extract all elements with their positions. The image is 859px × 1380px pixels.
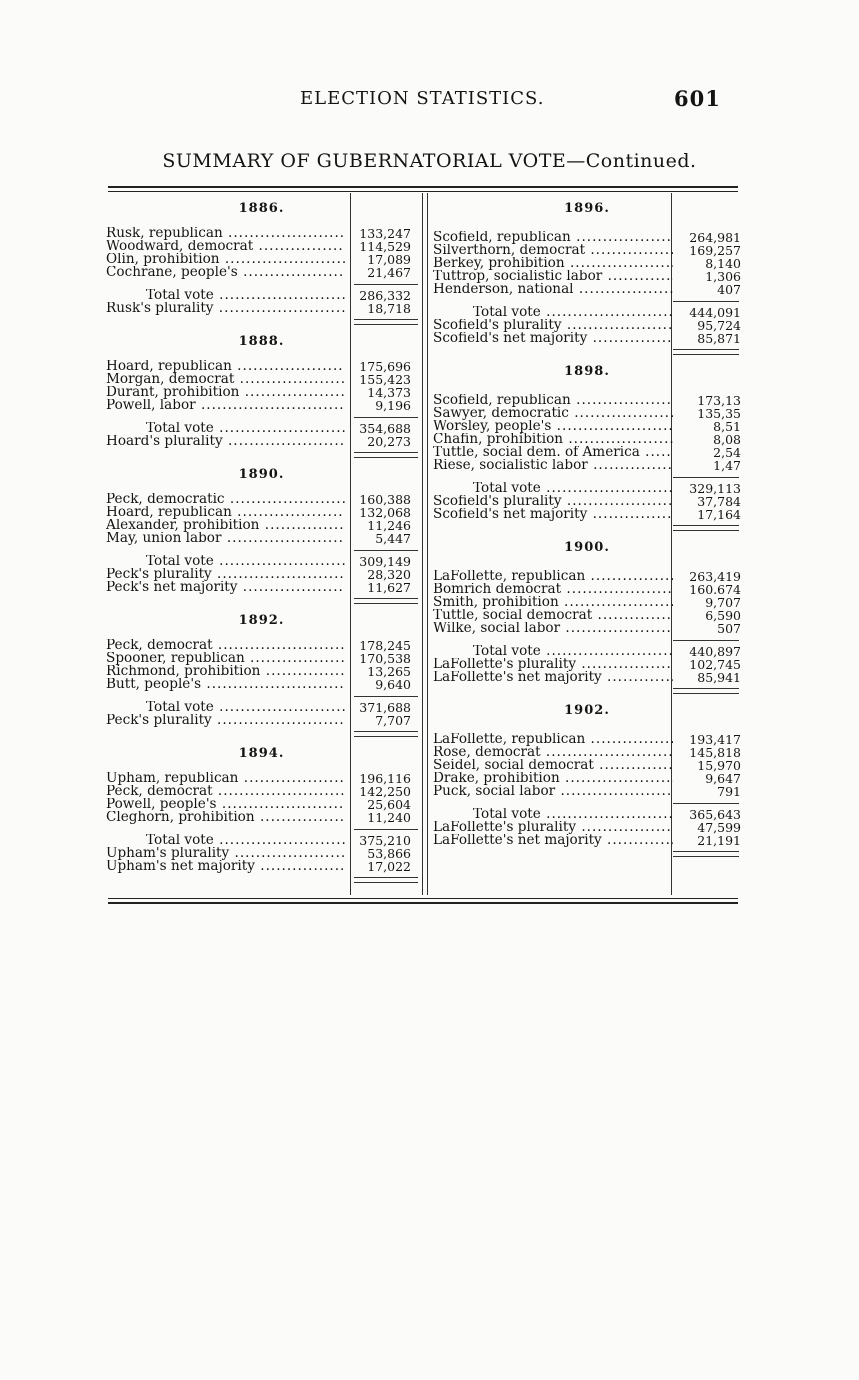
- vote-count: 114,529: [359, 239, 411, 254]
- candidate-name: Morgan, democrat .....: [106, 373, 345, 386]
- top-double-rule: [108, 186, 738, 192]
- vote-count: 264,981: [689, 230, 741, 245]
- candidate-name: Powell, labor .....: [106, 399, 345, 412]
- left-column: [106, 196, 417, 889]
- candidate-name: Woodward, democrat .....: [106, 240, 345, 253]
- candidate-name: Total vote .....: [433, 645, 673, 658]
- vote-count: 53,866: [367, 846, 411, 861]
- year-heading: 1886.: [238, 201, 285, 216]
- table-row: [106, 714, 417, 727]
- vote-count: 18,718: [367, 301, 411, 316]
- table-row: [433, 306, 741, 319]
- candidate-name: Berkey, prohibition .....: [433, 257, 673, 270]
- year-section: [106, 468, 417, 610]
- candidate-name: Upham's plurality .....: [106, 847, 345, 860]
- table-row: [106, 399, 417, 412]
- candidate-name: Peck, democratic .....: [106, 493, 345, 506]
- candidate-name: Rose, democrat .....: [433, 746, 673, 759]
- vote-count: 2,54: [713, 445, 741, 460]
- vote-count: 47,599: [697, 820, 741, 835]
- year-heading: 1888.: [238, 334, 285, 349]
- table-row: [433, 482, 741, 495]
- candidate-name: Sawyer, democratic .....: [433, 407, 673, 420]
- year-section: [433, 365, 741, 537]
- vote-count: 85,871: [697, 331, 741, 346]
- table-row: [433, 394, 741, 407]
- vote-count: 9,647: [705, 771, 741, 786]
- candidate-name: Peck, democrat .....: [106, 785, 345, 798]
- table-row: [433, 821, 741, 834]
- candidate-name: Seidel, social democrat .....: [433, 759, 673, 772]
- vote-count: 178,245: [359, 638, 411, 653]
- table-row: [433, 244, 741, 257]
- candidate-name: Scofield's net majority .....: [433, 332, 673, 345]
- vote-count: 25,604: [367, 797, 411, 812]
- vote-count: 160,388: [359, 492, 411, 507]
- candidate-name: Upham's net majority .....: [106, 860, 345, 873]
- table-row: [433, 319, 741, 332]
- table-row: [433, 257, 741, 270]
- candidate-name: Tuttle, social dem. of America .....: [433, 446, 673, 459]
- candidate-name: Peck, democrat .....: [106, 639, 345, 652]
- vote-count: 407: [717, 282, 741, 297]
- vote-count: 142,250: [359, 784, 411, 799]
- vote-count: 11,627: [367, 580, 411, 595]
- candidate-name: Henderson, national .....: [433, 283, 673, 296]
- vote-count: 371,688: [359, 700, 411, 715]
- candidate-name: Drake, prohibition .....: [433, 772, 673, 785]
- year-heading: 1890.: [238, 467, 285, 482]
- table-row: [433, 332, 741, 345]
- vote-count: 329,113: [689, 481, 741, 496]
- vote-count: 160.674: [689, 582, 741, 597]
- vote-count: 173,13: [697, 393, 741, 408]
- vote-count: 8,51: [713, 419, 741, 434]
- table-row: [106, 435, 417, 448]
- candidate-name: Hoard, republican .....: [106, 506, 345, 519]
- vote-count: 1,47: [713, 458, 741, 473]
- table-row: [433, 495, 741, 508]
- candidate-name: Total vote .....: [433, 482, 673, 495]
- vote-count: 11,246: [367, 518, 411, 533]
- candidate-name: Total vote .....: [433, 306, 673, 319]
- vote-count: 28,320: [367, 567, 411, 582]
- candidate-name: Spooner, republican .....: [106, 652, 345, 665]
- vote-count: 155,423: [359, 372, 411, 387]
- candidate-name: Smith, prohibition .....: [433, 596, 673, 609]
- candidate-name: LaFollette's net majority .....: [433, 834, 673, 847]
- table-row: [433, 759, 741, 772]
- candidate-name: LaFollette, republican .....: [433, 733, 673, 746]
- vote-count: 15,970: [697, 758, 741, 773]
- vote-count: 791: [717, 784, 741, 799]
- table-row: [433, 420, 741, 433]
- table-row: [106, 811, 417, 824]
- candidate-name: Total vote .....: [433, 808, 673, 821]
- vote-count: 263,419: [689, 569, 741, 584]
- table-row: [433, 671, 741, 684]
- table-row: [433, 658, 741, 671]
- year-section: [433, 704, 741, 863]
- vote-count: 365,643: [689, 807, 741, 822]
- vote-count: 95,724: [697, 318, 741, 333]
- year-section: [106, 202, 417, 331]
- candidate-name: Scofield's plurality .....: [433, 319, 673, 332]
- candidate-name: Richmond, prohibition .....: [106, 665, 345, 678]
- candidate-name: Total vote .....: [106, 555, 345, 568]
- candidate-name: Hoard's plurality .....: [106, 435, 345, 448]
- vote-count: 7,707: [375, 713, 411, 728]
- right-column: [433, 196, 741, 863]
- candidate-name: Bomrich democrat .....: [433, 583, 673, 596]
- vote-count: 170,538: [359, 651, 411, 666]
- vote-count: 5,447: [375, 531, 411, 546]
- table-row: [433, 808, 741, 821]
- table-row: [433, 508, 741, 521]
- vote-count: 21,467: [367, 265, 411, 280]
- candidate-name: Rusk, republican .....: [106, 227, 345, 240]
- vote-count: 9,707: [705, 595, 741, 610]
- candidate-name: LaFollette's net majority .....: [433, 671, 673, 684]
- vote-count: 169,257: [689, 243, 741, 258]
- vote-count: 132,068: [359, 505, 411, 520]
- vote-count: 135,35: [697, 406, 741, 421]
- candidate-name: Durant, prohibition .....: [106, 386, 345, 399]
- table-title: SUMMARY OF GUBERNATORIAL VOTE—Continued.: [162, 150, 697, 172]
- table-row: [433, 583, 741, 596]
- candidate-name: Riese, socialistic labor .....: [433, 459, 673, 472]
- vote-count: 507: [717, 621, 741, 636]
- candidate-name: LaFollette's plurality .....: [433, 658, 673, 671]
- vote-count: 17,089: [367, 252, 411, 267]
- year-heading: 1898.: [564, 364, 610, 379]
- vote-count: 37,784: [697, 494, 741, 509]
- table-row: [433, 772, 741, 785]
- candidate-name: Alexander, prohibition .....: [106, 519, 345, 532]
- vote-count: 286,332: [359, 288, 411, 303]
- table-row: [106, 581, 417, 594]
- table-row: [106, 519, 417, 532]
- candidate-name: Peck's net majority .....: [106, 581, 345, 594]
- candidate-name: Tuttle, social democrat .....: [433, 609, 673, 622]
- vote-count: 9,640: [375, 677, 411, 692]
- vote-count: 85,941: [697, 670, 741, 685]
- table-row: [433, 446, 741, 459]
- candidate-name: Total vote .....: [106, 289, 345, 302]
- year-section: [433, 202, 741, 361]
- candidate-name: Rusk's plurality .....: [106, 302, 345, 315]
- table-row: [433, 596, 741, 609]
- column-divider: [422, 193, 423, 895]
- table-row: [106, 386, 417, 399]
- table-row: [433, 433, 741, 446]
- candidate-name: Cleghorn, prohibition .....: [106, 811, 345, 824]
- table-row: [106, 678, 417, 691]
- table-row: [106, 532, 417, 545]
- page-number: 601: [674, 86, 721, 111]
- year-heading: 1900.: [564, 540, 610, 555]
- table-row: [433, 459, 741, 472]
- year-section: [433, 541, 741, 700]
- vote-count: 440,897: [689, 644, 741, 659]
- vote-count: 145,818: [689, 745, 741, 760]
- candidate-name: Butt, people's .....: [106, 678, 345, 691]
- year-section: [106, 747, 417, 889]
- vote-count: 175,696: [359, 359, 411, 374]
- year-heading: 1902.: [564, 703, 610, 718]
- table-row: [106, 665, 417, 678]
- vote-count: 8,08: [713, 432, 741, 447]
- vote-count: 444,091: [689, 305, 741, 320]
- candidate-name: Puck, social labor .....: [433, 785, 673, 798]
- vote-count: 9,196: [375, 398, 411, 413]
- candidate-name: Scofield, republican .....: [433, 394, 673, 407]
- candidate-name: Tuttrop, socialistic labor .....: [433, 270, 673, 283]
- vote-count: 102,745: [689, 657, 741, 672]
- year-heading: 1894.: [238, 746, 285, 761]
- year-section: [106, 614, 417, 743]
- candidate-name: LaFollette's plurality .....: [433, 821, 673, 834]
- candidate-name: Scofield's plurality .....: [433, 495, 673, 508]
- table-row: [433, 746, 741, 759]
- year-heading: 1892.: [238, 613, 285, 628]
- vote-count: 8,140: [705, 256, 741, 271]
- candidate-name: Chafin, prohibition .....: [433, 433, 673, 446]
- candidate-name: May, union labor .....: [106, 532, 345, 545]
- vote-count: 354,688: [359, 421, 411, 436]
- candidate-name: Total vote .....: [106, 834, 345, 847]
- vote-count: 17,022: [367, 859, 411, 874]
- vote-count: 193,417: [689, 732, 741, 747]
- candidate-name: Silverthorn, democrat .....: [433, 244, 673, 257]
- candidate-name: Worsley, people's .....: [433, 420, 673, 433]
- table-row: [106, 701, 417, 714]
- candidate-name: Scofield's net majority .....: [433, 508, 673, 521]
- table-row: [106, 266, 417, 279]
- candidate-name: Olin, prohibition .....: [106, 253, 345, 266]
- candidate-name: LaFollette, republican .....: [433, 570, 673, 583]
- candidate-name: Powell, people's .....: [106, 798, 345, 811]
- table-row: [433, 270, 741, 283]
- table-row: [106, 302, 417, 315]
- bottom-double-rule: [108, 898, 738, 904]
- table-row: [433, 283, 741, 296]
- table-row: [433, 609, 741, 622]
- candidate-name: Total vote .....: [106, 701, 345, 714]
- candidate-name: Scofield, republican .....: [433, 231, 673, 244]
- table-row: [433, 622, 741, 635]
- vote-count: 133,247: [359, 226, 411, 241]
- table-row: [433, 785, 741, 798]
- vote-count: 6,590: [705, 608, 741, 623]
- vote-count: 20,273: [367, 434, 411, 449]
- table-row: [106, 860, 417, 873]
- vote-count: 14,373: [367, 385, 411, 400]
- vote-count: 21,191: [697, 833, 741, 848]
- candidate-name: Wilke, social labor .....: [433, 622, 673, 635]
- page-header-title: ELECTION STATISTICS.: [300, 88, 545, 109]
- table-row: [433, 407, 741, 420]
- candidate-name: Peck's plurality .....: [106, 568, 345, 581]
- year-heading: 1896.: [564, 201, 610, 216]
- candidate-name: Upham, republican .....: [106, 772, 345, 785]
- vote-count: 11,240: [367, 810, 411, 825]
- table-row: [433, 834, 741, 847]
- vote-count: 17,164: [697, 507, 741, 522]
- vote-count: 1,306: [705, 269, 741, 284]
- vote-count: 375,210: [359, 833, 411, 848]
- column-divider: [427, 193, 428, 895]
- candidate-name: Cochrane, people's .....: [106, 266, 345, 279]
- candidate-name: Peck's plurality .....: [106, 714, 345, 727]
- year-section: [106, 335, 417, 464]
- candidate-name: Hoard, republican .....: [106, 360, 345, 373]
- vote-count: 309,149: [359, 554, 411, 569]
- candidate-name: Total vote .....: [106, 422, 345, 435]
- vote-count: 13,265: [367, 664, 411, 679]
- vote-count: 196,116: [359, 771, 411, 786]
